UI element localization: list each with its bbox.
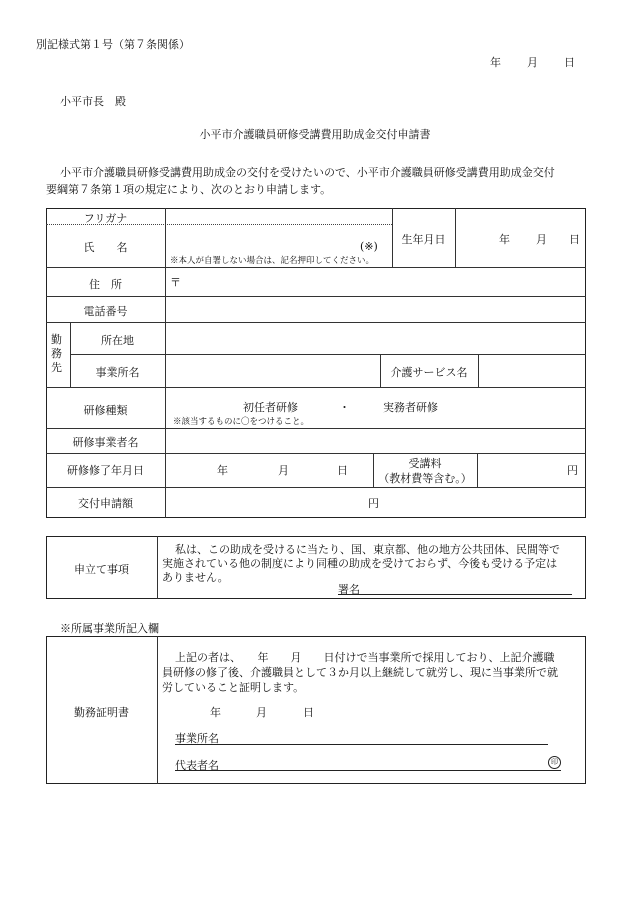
fee-unit: 円 (567, 464, 578, 477)
birth-label: 生年月日 (401, 233, 446, 246)
signature-line[interactable] (338, 594, 572, 595)
representative-line[interactable] (175, 770, 561, 771)
name-mark: (※) (360, 240, 378, 253)
office-label: 事業所名 (95, 366, 140, 379)
name-note: ※本人が自署しない場合は、記名押印してください。 (170, 256, 375, 266)
workplace-label: 勤務先 (51, 333, 62, 374)
intro-line-2: 要綱第７条第１項の規定により、次のとおり申請します。 (46, 183, 332, 196)
fee-label: 受講料 (408, 457, 442, 470)
representative-label: 代表者名 (175, 759, 219, 772)
training-option-initial[interactable]: 初任者研修 (243, 401, 298, 414)
declaration-line-2: 実施されている他の制度により同種の助成を受けておらず、今後も受ける予定は (162, 557, 558, 570)
declaration-line-3: ありません。 (162, 571, 229, 584)
certificate-line-1: 上記の者は、 年 月 日付けで当事業所で採用しており、上記介護職 (175, 651, 555, 664)
intro-line-1: 小平市介護職員研修受講費用助成金の交付を受けたいので、小平市介護職員研修受講費用助成金交付 (60, 166, 555, 179)
date-month-label: 月 (527, 56, 538, 69)
fee-label-note: （教材費等含む。） (378, 472, 472, 485)
declaration-label: 申立て事項 (74, 563, 129, 576)
amount-label: 交付申請額 (78, 497, 133, 510)
completion-day-label: 日 (337, 464, 348, 477)
training-note: ※該当するものに〇をつけること。 (173, 417, 310, 427)
employment-certificate-label: 勤務証明書 (74, 706, 129, 719)
birth-month-label: 月 (536, 233, 547, 246)
declaration-line-1: 私は、この助成を受けるに当たり、国、東京都、他の地方公共団体、民間等で (175, 543, 560, 556)
phone-label: 電話番号 (83, 305, 128, 318)
addressee: 小平市長 殿 (60, 95, 126, 108)
completion-label: 研修修了年月日 (67, 464, 144, 477)
certificate-line-2: 員研修の修了後、介護職員として３か月以上継続して就労し、現に当事業所で就 (162, 666, 558, 679)
birth-day-label: 日 (569, 233, 580, 246)
form-number: 別記様式第１号（第７条関係） (36, 38, 190, 51)
amount-unit: 円 (368, 497, 379, 510)
certificate-day-label: 日 (303, 706, 314, 719)
office-name-label: 事業所名 (175, 732, 219, 745)
date-year-label: 年 (490, 56, 501, 69)
furigana-label: フリガナ (83, 212, 128, 225)
page-title: 小平市介護職員研修受講費用助成金交付申請書 (199, 128, 431, 141)
training-option-practitioner[interactable]: 実務者研修 (383, 401, 438, 414)
location-label: 所在地 (101, 334, 134, 347)
completion-year-label: 年 (217, 464, 228, 477)
certificate-year-label: 年 (210, 706, 221, 719)
employer-section-title: ※所属事業所記入欄 (60, 622, 159, 635)
certificate-line-3: 労していること証明します。 (162, 681, 305, 694)
date-day-label: 日 (564, 56, 575, 69)
completion-month-label: 月 (278, 464, 289, 477)
certificate-month-label: 月 (256, 706, 267, 719)
office-name-line[interactable] (175, 744, 548, 745)
signature-label: 署名 (338, 583, 360, 596)
address-label: 住 所 (89, 278, 122, 291)
provider-label: 研修事業者名 (72, 436, 139, 449)
postal-mark: 〒 (170, 276, 181, 289)
name-label: 氏 名 (83, 241, 128, 254)
birth-year-label: 年 (499, 233, 510, 246)
training-separator: ・ (339, 401, 350, 414)
training-type-label: 研修種類 (83, 404, 128, 417)
seal-mark: 印 (548, 756, 561, 769)
service-label: 介護サービス名 (390, 366, 468, 379)
